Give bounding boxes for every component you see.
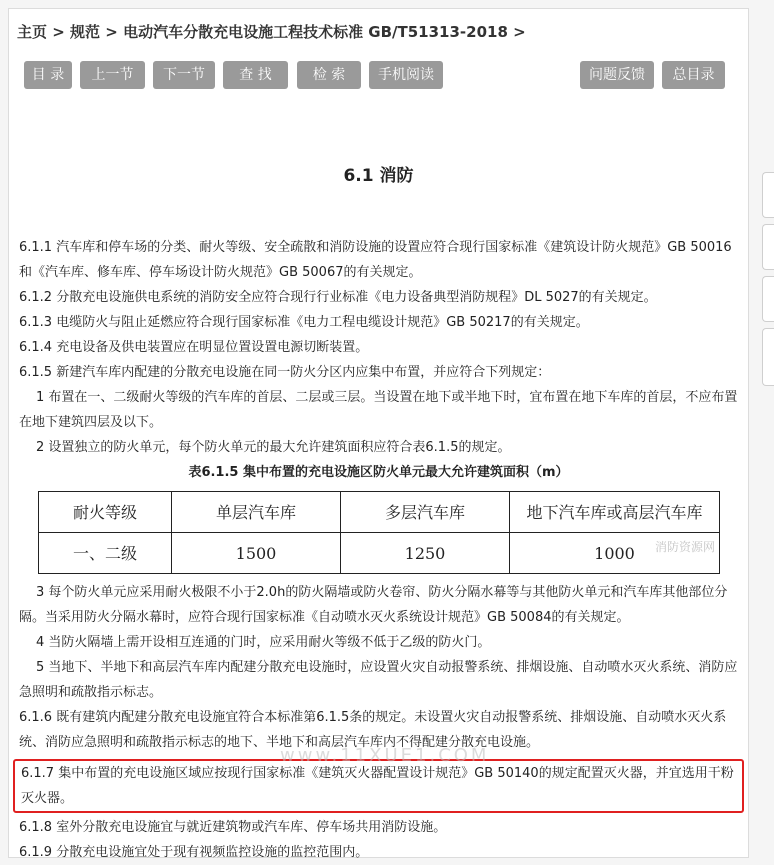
section-heading: 6.1 消防: [343, 166, 414, 186]
breadcrumb: [17, 21, 526, 42]
clause-6-1-1: 6.1.1 汽车库和停车场的分类、耐火等级、安全疏散和消防设施的设置应符合现行国家标准《建筑设计防火规范》GB 50016和《汽车库、修车库、停车场设计防火规范》GB 50067的有关规定。: [19, 240, 732, 280]
feedback-button[interactable]: 问题反馈: [580, 61, 654, 89]
table-header-cell: 单层汽车库: [172, 492, 341, 533]
clause-6-1-5-item-4: 4 当防火隔墙上需开设相互连通的门时，应采用耐火等级不低于乙级的防火门。: [36, 635, 491, 650]
clause-6-1-3: 6.1.3 电缆防火与阻止延燃应符合现行国家标准《电力工程电缆设计规范》GB 50217的有关规定。: [19, 315, 589, 330]
content: [19, 235, 738, 865]
toolbar: [24, 61, 733, 89]
table-cell-value: 1000: [594, 543, 635, 563]
table-cell: [510, 533, 720, 574]
clause-6-1-5-item-5: 5 当地下、半地下和高层汽车库内配建分散充电设施时，应设置火灾自动报警系统、排烟设施、自动喷水灭火系统、消防应急照明和疏散指示标志。: [19, 660, 738, 700]
table-cell: 1250: [341, 533, 510, 574]
clause-6-1-4: 6.1.4 充电设备及供电装置应在明显位置设置电源切断装置。: [19, 340, 369, 355]
fire-unit-table: [38, 491, 720, 574]
breadcrumb-separator: >: [47, 23, 71, 41]
toc-button[interactable]: 目 录: [24, 61, 72, 89]
breadcrumb-separator: >: [507, 23, 526, 41]
search-button[interactable]: 检 索: [297, 61, 361, 89]
breadcrumb-home-link[interactable]: 主页: [17, 23, 48, 41]
find-button[interactable]: 查 找: [223, 61, 288, 89]
breadcrumb-separator: >: [100, 23, 124, 41]
side-tab[interactable]: [762, 172, 774, 218]
next-section-button[interactable]: 下一节: [153, 61, 215, 89]
table-caption: 表6.1.5 集中布置的充电设施区防火单元最大允许建筑面积（m）: [188, 465, 569, 480]
table-cell: 1500: [172, 533, 341, 574]
clause-6-1-2: 6.1.2 分散充电设施供电系统的消防安全应符合现行行业标准《电力设备典型消防规程》DL 5027的有关规定。: [19, 290, 657, 305]
breadcrumb-category-link[interactable]: 规范: [70, 23, 101, 41]
clause-6-1-6: 6.1.6 既有建筑内配建分散充电设施宜符合本标准第6.1.5条的规定。未设置火灾自动报警系统、排烟设施、自动喷水灭火系统、消防应急照明和疏散指示标志的地下、半地下和高层汽车库内不得配建分散充电设施。: [19, 710, 727, 750]
table-header-cell: 地下汽车库或高层汽车库: [510, 492, 720, 533]
clause-6-1-5-item-1: 1 布置在一、二级耐火等级的汽车库的首层、二层或三层。当设置在地下或半地下时，宜布置在地下车库的首层，不应布置在地下建筑四层及以下。: [19, 390, 738, 430]
table-row: [39, 533, 720, 574]
table-header-cell: 多层汽车库: [341, 492, 510, 533]
table-watermark: 消防资源网: [654, 540, 715, 554]
clause-6-1-9: 6.1.9 分散充电设施宜处于现有视频监控设施的监控范围内。: [19, 845, 369, 860]
clause-6-1-7: 6.1.7 集中布置的充电设施区域应按现行国家标准《建筑灭火器配置设计规范》GB 50140的规定配置灭火器，并宜选用干粉灭火器。: [21, 766, 734, 806]
clause-6-1-5-item-2: 2 设置独立的防火单元，每个防火单元的最大允许建筑面积应符合表6.1.5的规定。: [36, 440, 511, 455]
clause-6-1-5: 6.1.5 新建汽车库内配建的分散充电设施在同一防火分区内应集中布置，并应符合下列规定：: [19, 365, 551, 380]
table-header-cell: 耐火等级: [39, 492, 172, 533]
clause-6-1-5-item-3: 3 每个防火单元应采用耐火极限不小于2.0h的防火隔墙或防火卷帘、防火分隔水幕等与其他防火单元和汽车库其他部位分隔。当采用防火分隔水幕时，应符合现行国家标准《自动喷水灭火系统设计规范》GB 50084的有关规定。: [19, 585, 728, 625]
breadcrumb-document-link[interactable]: 电动汽车分散充电设施工程技术标准 GB/T51313-2018: [123, 23, 508, 41]
table-header-row: [39, 492, 720, 533]
site-watermark: www.11XUE1.COM: [280, 745, 490, 766]
table-cell: 一、二级: [39, 533, 172, 574]
prev-section-button[interactable]: 上一节: [80, 61, 145, 89]
mobile-read-button[interactable]: 手机阅读: [369, 61, 443, 89]
highlighted-clause-box: [13, 745, 744, 813]
side-tab[interactable]: [762, 224, 774, 270]
clause-6-1-8: 6.1.8 室外分散充电设施宜与就近建筑物或汽车库、停车场共用消防设施。: [19, 820, 447, 835]
master-toc-button[interactable]: 总目录: [662, 61, 725, 89]
side-tab[interactable]: [762, 328, 774, 386]
side-tab[interactable]: [762, 276, 774, 322]
page-container: [8, 8, 749, 858]
